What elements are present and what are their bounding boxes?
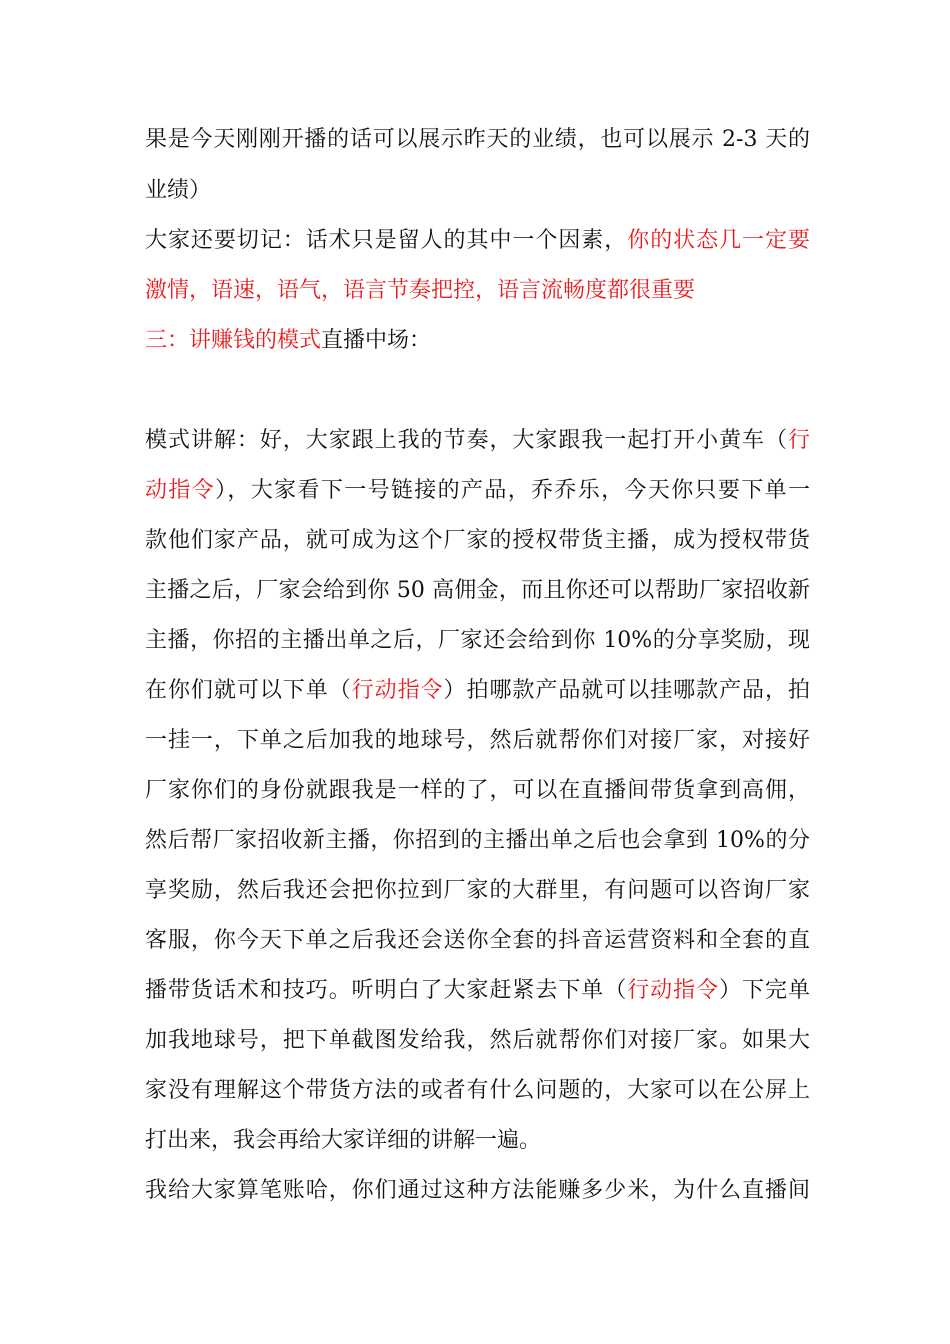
text-segment: 加我地球号，把下单截图发给我，然后就帮你们对接厂家。如果大: [145, 1028, 810, 1053]
text-segment: ）下完单: [719, 978, 810, 1003]
text-segment: 然后帮厂家招收新主播，你招到的主播出单之后也会拿到 10%的分: [145, 828, 810, 853]
text-segment: 打出来，我会再给大家详细的讲解一遍。: [145, 1128, 542, 1153]
highlighted-text: 你的状态几一定要: [627, 228, 810, 253]
text-segment: 一挂一，下单之后加我的地球号，然后就帮你们对接厂家，对接好: [145, 728, 810, 753]
paragraph-line: [145, 871, 810, 911]
paragraph-line: [145, 171, 810, 211]
text-segment: 模式讲解：好，大家跟上我的节奏，大家跟我一起打开小黄车（: [145, 428, 788, 453]
text-segment: 我给大家算笔账哈，你们通过这种方法能赚多少米，为什么直播间: [145, 1178, 810, 1203]
text-segment: 播带货话术和技巧。听明白了大家赶紧去下单（: [145, 978, 628, 1003]
paragraph-line: [145, 421, 810, 461]
highlighted-text: 三：讲赚钱的模式: [145, 328, 322, 353]
text-segment: 享奖励，然后我还会把你拉到厂家的大群里，有问题可以咨询厂家: [145, 878, 810, 903]
paragraph-line: [145, 471, 810, 511]
highlighted-text: 动指令: [145, 478, 216, 503]
paragraph-line: [145, 621, 810, 661]
text-segment: 主播之后，厂家会给到你 50 高佣金，而且你还可以帮助厂家招收新: [145, 578, 810, 603]
text-segment: ）拍哪款产品就可以挂哪款产品，拍: [443, 678, 810, 703]
paragraph-line: [145, 971, 810, 1011]
text-segment: 主播，你招的主播出单之后，厂家还会给到你 10%的分享奖励，现: [145, 628, 810, 653]
paragraph-line: [145, 921, 810, 961]
text-segment: 厂家你们的身份就跟我是一样的了，可以在直播间带货拿到高佣，: [145, 778, 810, 803]
paragraph-line: [145, 821, 810, 861]
text-segment: 业绩）: [145, 178, 212, 203]
paragraph-line: [145, 271, 810, 311]
paragraph-line: [145, 221, 810, 261]
paragraph-line: [145, 120, 810, 160]
section-heading: [145, 321, 810, 361]
paragraph-line: [145, 571, 810, 611]
paragraph-line: [145, 1171, 810, 1211]
text-segment: 大家还要切记：话术只是留人的其中一个因素，: [145, 228, 628, 253]
highlighted-text: 行动指令: [351, 678, 444, 703]
paragraph-line: [145, 671, 810, 711]
text-segment: 在你们就可以下单（: [145, 678, 352, 703]
highlighted-text: 行动指令: [627, 978, 720, 1003]
paragraph-line: [145, 1021, 810, 1061]
paragraph-line: [145, 771, 810, 811]
paragraph-line: [145, 721, 810, 761]
paragraph-line: [145, 1121, 810, 1161]
text-segment: 直播中场：: [321, 328, 432, 353]
paragraph-line: [145, 1071, 810, 1111]
highlighted-text: 行: [787, 428, 810, 453]
text-segment: 款他们家产品，就可成为这个厂家的授权带货主播，成为授权带货: [145, 528, 810, 553]
paragraph-line: [145, 521, 810, 561]
highlighted-text: 激情，语速，语气，语言节奏把控，语言流畅度都很重要: [145, 278, 696, 303]
text-segment: 客服，你今天下单之后我还会送你全套的抖音运营资料和全套的直: [145, 928, 810, 953]
text-segment: 果是今天刚刚开播的话可以展示昨天的业绩，也可以展示 2-3 天的: [145, 127, 810, 152]
text-segment: 家没有理解这个带货方法的或者有什么问题的，大家可以在公屏上: [145, 1078, 810, 1103]
text-segment: ），大家看下一号链接的产品，乔乔乐，今天你只要下单一: [215, 478, 810, 503]
